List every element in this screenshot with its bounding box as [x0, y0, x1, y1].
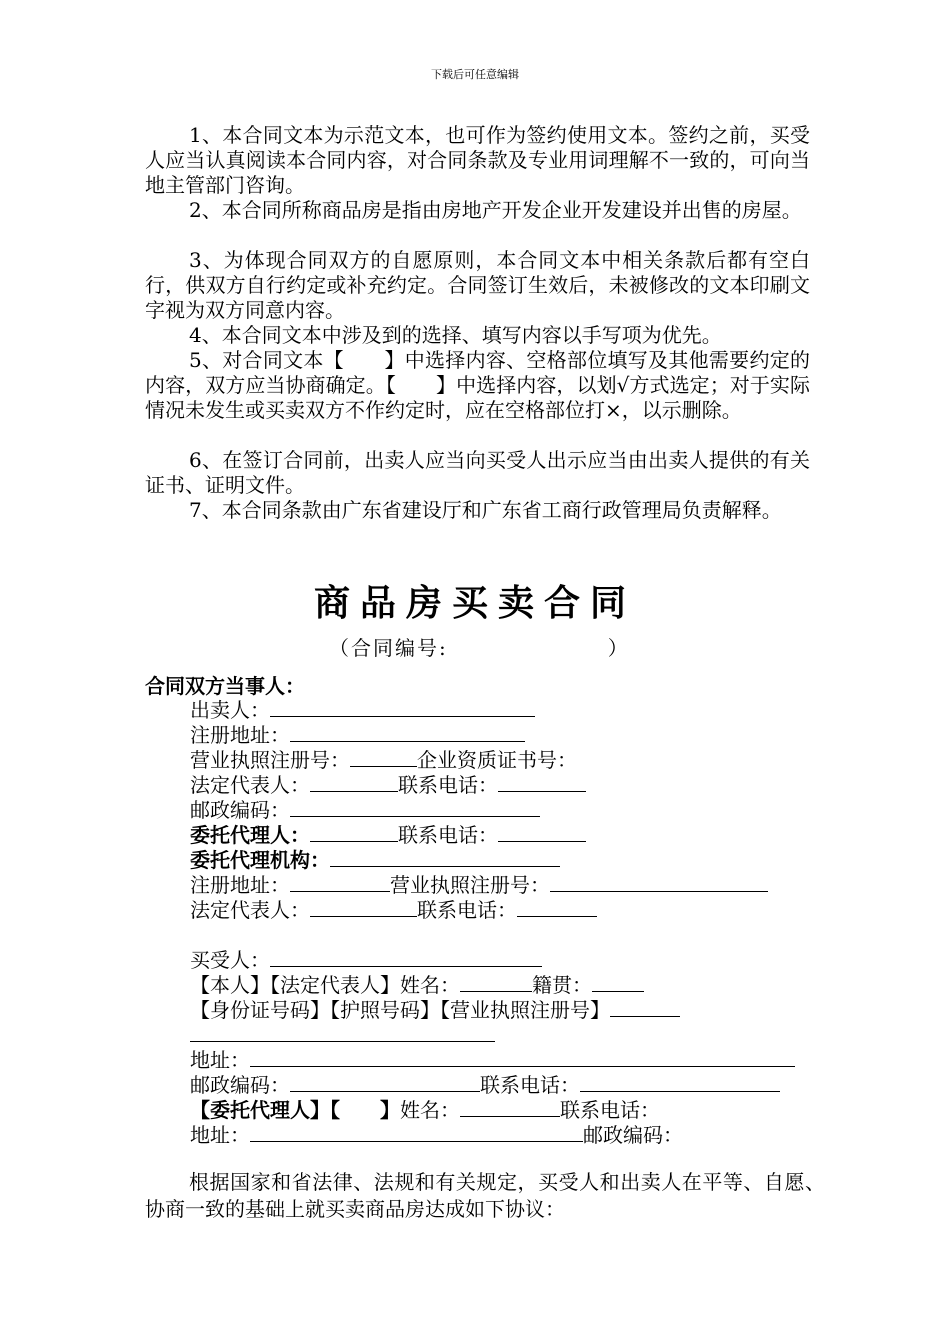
seller-legal-rep-field[interactable] — [310, 773, 398, 792]
seller-agency-address-line — [190, 873, 768, 898]
seller-agency-rep-label: 法定代表人： — [190, 898, 310, 922]
buyer-self-line — [190, 973, 644, 998]
closing-paragraph: 根据国家和省法律、法规和有关规定，买受人和出卖人在平等、自愿、协商一致的基础上就买卖商品房达成如下协议： — [145, 1170, 825, 1221]
buyer-name-field[interactable] — [460, 973, 532, 992]
buyer-agent-postcode-label: 邮政编码： — [583, 1123, 683, 1147]
note-2: 2、本合同所称商品房是指由房地产开发企业开发建设并出售的房屋。 — [189, 198, 802, 222]
seller-address-label: 注册地址： — [190, 723, 290, 747]
seller-agency-phone-field[interactable] — [517, 898, 597, 917]
buyer-agent-label: 【委托代理人】【 】 — [190, 1098, 400, 1122]
seller-agent-phone-field[interactable] — [498, 823, 586, 842]
seller-postcode-label: 邮政编码： — [190, 798, 290, 822]
buyer-id-line-2 — [190, 1023, 495, 1048]
seller-agency-line — [190, 848, 560, 873]
buyer-origin-field[interactable] — [592, 973, 644, 992]
seller-agency-field[interactable] — [330, 848, 560, 867]
seller-legal-rep-label: 法定代表人： — [190, 773, 310, 797]
seller-line — [190, 698, 535, 723]
buyer-agent-address-label: 地址： — [190, 1123, 250, 1147]
seller-agency-address-label: 注册地址： — [190, 873, 290, 897]
buyer-phone-label: 联系电话： — [480, 1073, 580, 1097]
seller-license-field[interactable] — [350, 748, 417, 767]
seller-qualification-label: 企业资质证书号： — [417, 748, 577, 772]
seller-phone-field[interactable] — [498, 773, 586, 792]
buyer-label: 买受人： — [190, 948, 270, 972]
buyer-agent-phone-label: 联系电话： — [560, 1098, 660, 1122]
seller-agent-label: 委托代理人： — [190, 823, 310, 847]
note-6: 6、在签订合同前，出卖人应当向买受人出示应当由出卖人提供的有关证书、证明文件。 — [145, 448, 810, 497]
seller-agency-rep-field[interactable] — [310, 898, 417, 917]
seller-postcode-field[interactable] — [290, 798, 540, 817]
contract-number-label: （合同编号: — [329, 636, 448, 660]
seller-agency-license-field[interactable] — [550, 873, 768, 892]
seller-label: 出卖人： — [190, 698, 270, 722]
buyer-postcode-line — [190, 1073, 780, 1098]
buyer-agent-name-field[interactable] — [460, 1098, 560, 1117]
note-3: 3、为体现合同双方的自愿原则，本合同文本中相关条款后都有空白行，供双方自行约定或补充约定。合同签订生效后，未被修改的文本印刷文字视为双方同意内容。 — [145, 248, 810, 322]
seller-field[interactable] — [270, 698, 535, 717]
buyer-self-label: 【本人】【法定代表人】姓名： — [190, 973, 460, 997]
seller-license-line — [190, 748, 577, 773]
seller-postcode-line — [190, 798, 540, 823]
seller-legal-rep-line — [190, 773, 586, 798]
contract-number — [329, 632, 630, 661]
buyer-address-field[interactable] — [250, 1048, 795, 1067]
parties-heading: 合同双方当事人： — [145, 674, 305, 698]
seller-agency-label: 委托代理机构： — [190, 848, 330, 872]
note-7: 7、本合同条款由广东省建设厅和广东省工商行政管理局负责解释。 — [189, 498, 782, 522]
contract-number-close: ） — [607, 636, 630, 660]
buyer-address-label: 地址： — [190, 1048, 250, 1072]
seller-agent-line — [190, 823, 586, 848]
buyer-id-field-2[interactable] — [190, 1023, 495, 1042]
seller-address-field[interactable] — [290, 723, 525, 742]
note-5: 5、对合同文本【 】中选择内容、空格部位填写及其他需要约定的内容，双方应当协商确定。【 】中选择内容，以划√方式选定；对于实际情况未发生或买卖双方不作约定时，应在空格部位打×，以示删除。 — [145, 348, 810, 422]
seller-agency-phone-label: 联系电话： — [417, 898, 517, 922]
contract-title: 商品房买卖合同 — [313, 582, 636, 624]
note-4: 4、本合同文本中涉及到的选择、填写内容以手写项为优先。 — [189, 323, 722, 347]
seller-agency-rep-line — [190, 898, 597, 923]
buyer-postcode-field[interactable] — [290, 1073, 480, 1092]
seller-address-line — [190, 723, 525, 748]
seller-agent-field[interactable] — [310, 823, 398, 842]
page-header-note: 下载后可任意编辑 — [431, 68, 519, 81]
seller-agent-phone-label: 联系电话： — [398, 823, 498, 847]
buyer-agent-name-label: 姓名： — [400, 1098, 460, 1122]
seller-agency-license-label: 营业执照注册号： — [390, 873, 550, 897]
buyer-id-field[interactable] — [610, 998, 680, 1017]
buyer-agent-address-field[interactable] — [250, 1123, 583, 1142]
note-1: 1、本合同文本为示范文本，也可作为签约使用文本。签约之前，买受人应当认真阅读本合同内容，对合同条款及专业用词理解不一致的，可向当地主管部门咨询。 — [145, 123, 810, 197]
buyer-phone-field[interactable] — [580, 1073, 780, 1092]
buyer-address-line — [190, 1048, 795, 1073]
buyer-agent-address-line — [190, 1123, 683, 1148]
seller-agency-address-field[interactable] — [290, 873, 390, 892]
buyer-postcode-label: 邮政编码： — [190, 1073, 290, 1097]
buyer-origin-label: 籍贯： — [532, 973, 592, 997]
seller-phone-label: 联系电话： — [398, 773, 498, 797]
buyer-field[interactable] — [270, 948, 542, 967]
seller-license-label: 营业执照注册号： — [190, 748, 350, 772]
buyer-id-line — [190, 998, 680, 1023]
buyer-id-types-label: 【身份证号码】【护照号码】【营业执照注册号】 — [190, 998, 610, 1022]
buyer-agent-line — [190, 1098, 660, 1123]
buyer-line — [190, 948, 542, 973]
